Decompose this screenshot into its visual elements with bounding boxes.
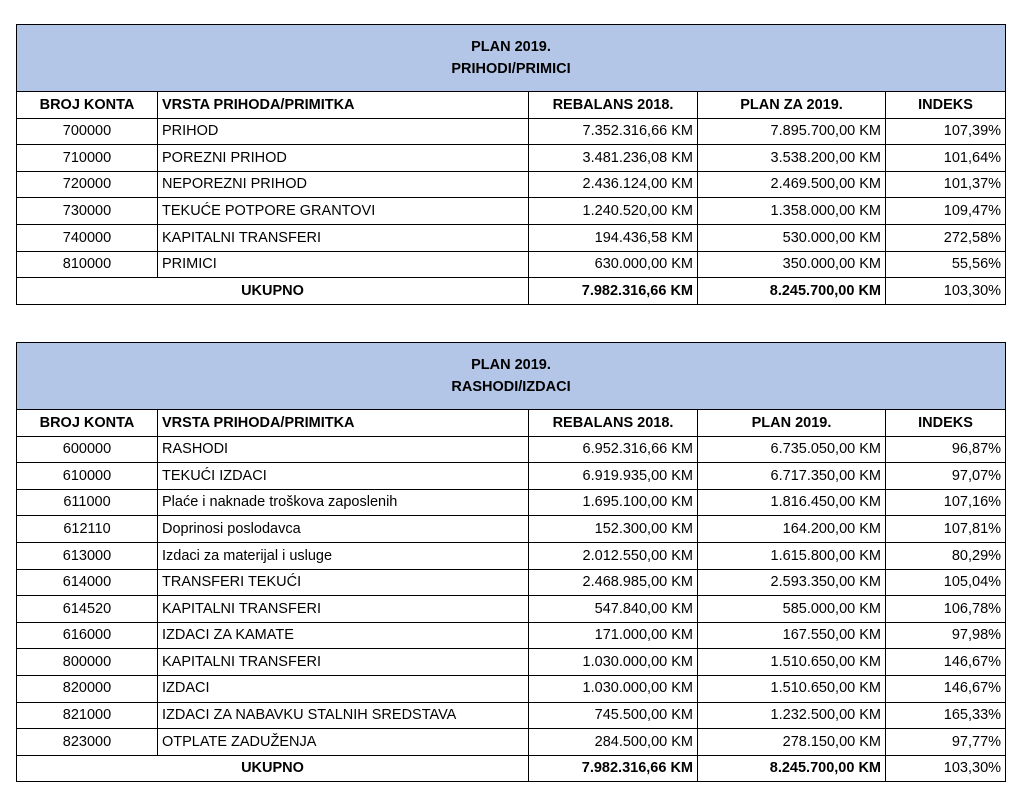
rebalans-value: 1.030.000,00 KM [529, 649, 698, 676]
rebalans-value: 1.030.000,00 KM [529, 675, 698, 702]
index-value: 80,29% [886, 542, 1006, 569]
table-row [17, 702, 1006, 729]
table-row [17, 516, 1006, 543]
table-row [17, 542, 1006, 569]
account-code: 730000 [17, 198, 158, 225]
account-name: Izdaci za materijal i usluge [158, 542, 529, 569]
account-name: Doprinosi poslodavca [158, 516, 529, 543]
table-title-row [17, 25, 1006, 92]
rebalans-value: 2.468.985,00 KM [529, 569, 698, 596]
table-row [17, 463, 1006, 490]
account-name: RASHODI [158, 436, 529, 463]
rebalans-value: 6.919.935,00 KM [529, 463, 698, 490]
account-name: IZDACI [158, 675, 529, 702]
rebalans-value: 7.352.316,66 KM [529, 118, 698, 145]
table-row [17, 596, 1006, 623]
column-header-rebalans: REBALANS 2018. [529, 410, 698, 437]
plan-value: 3.538.200,00 KM [698, 145, 886, 172]
account-name: TEKUĆI IZDACI [158, 463, 529, 490]
index-value: 146,67% [886, 649, 1006, 676]
column-header-index: INDEKS [886, 92, 1006, 119]
table-title [17, 343, 1006, 410]
plan-value: 1.816.450,00 KM [698, 489, 886, 516]
rebalans-value: 2.012.550,00 KM [529, 542, 698, 569]
plan-value: 6.717.350,00 KM [698, 463, 886, 490]
table-row [17, 649, 1006, 676]
revenue-table [16, 24, 1006, 305]
plan-value: 530.000,00 KM [698, 224, 886, 251]
table-title-line2: PRIHODI/PRIMICI [451, 61, 571, 77]
column-header-row [17, 92, 1006, 119]
table-row [17, 729, 1006, 756]
rebalans-value: 171.000,00 KM [529, 622, 698, 649]
table-row [17, 118, 1006, 145]
account-name: IZDACI ZA NABAVKU STALNIH SREDSTAVA [158, 702, 529, 729]
account-code: 616000 [17, 622, 158, 649]
total-index: 103,30% [886, 278, 1006, 305]
column-header-type: VRSTA PRIHODA/PRIMITKA [158, 410, 529, 437]
account-name: KAPITALNI TRANSFERI [158, 224, 529, 251]
index-value: 105,04% [886, 569, 1006, 596]
index-value: 101,37% [886, 171, 1006, 198]
table-row [17, 489, 1006, 516]
column-header-row [17, 410, 1006, 437]
plan-value: 1.615.800,00 KM [698, 542, 886, 569]
rebalans-value: 284.500,00 KM [529, 729, 698, 756]
account-code: 610000 [17, 463, 158, 490]
expenditure-table [16, 342, 1006, 782]
table-row [17, 145, 1006, 172]
table-row [17, 251, 1006, 278]
table-title-line1: PLAN 2019. [471, 39, 551, 55]
account-code: 810000 [17, 251, 158, 278]
expenditure-table-body [17, 436, 1006, 755]
index-value: 146,67% [886, 675, 1006, 702]
account-code: 614000 [17, 569, 158, 596]
account-code: 612110 [17, 516, 158, 543]
total-rebalans: 7.982.316,66 KM [529, 278, 698, 305]
account-name: TEKUĆE POTPORE GRANTOVI [158, 198, 529, 225]
index-value: 109,47% [886, 198, 1006, 225]
total-plan: 8.245.700,00 KM [698, 755, 886, 782]
index-value: 97,98% [886, 622, 1006, 649]
rebalans-value: 194.436,58 KM [529, 224, 698, 251]
account-code: 823000 [17, 729, 158, 756]
account-name: PRIHOD [158, 118, 529, 145]
rebalans-value: 630.000,00 KM [529, 251, 698, 278]
rebalans-value: 2.436.124,00 KM [529, 171, 698, 198]
account-code: 821000 [17, 702, 158, 729]
plan-value: 278.150,00 KM [698, 729, 886, 756]
account-code: 600000 [17, 436, 158, 463]
table-row [17, 675, 1006, 702]
account-code: 800000 [17, 649, 158, 676]
column-header-plan: PLAN ZA 2019. [698, 92, 886, 119]
account-code: 710000 [17, 145, 158, 172]
account-code: 740000 [17, 224, 158, 251]
account-code: 614520 [17, 596, 158, 623]
index-value: 97,07% [886, 463, 1006, 490]
table-row [17, 436, 1006, 463]
account-name: POREZNI PRIHOD [158, 145, 529, 172]
column-header-account: BROJ KONTA [17, 410, 158, 437]
column-header-rebalans: REBALANS 2018. [529, 92, 698, 119]
total-row [17, 278, 1006, 305]
plan-value: 1.510.650,00 KM [698, 675, 886, 702]
plan-value: 6.735.050,00 KM [698, 436, 886, 463]
plan-value: 164.200,00 KM [698, 516, 886, 543]
index-value: 55,56% [886, 251, 1006, 278]
plan-value: 1.232.500,00 KM [698, 702, 886, 729]
account-name: TRANSFERI TEKUĆI [158, 569, 529, 596]
table-row [17, 171, 1006, 198]
total-rebalans: 7.982.316,66 KM [529, 755, 698, 782]
index-value: 107,16% [886, 489, 1006, 516]
index-value: 97,77% [886, 729, 1006, 756]
table-row [17, 569, 1006, 596]
rebalans-value: 1.695.100,00 KM [529, 489, 698, 516]
plan-value: 1.510.650,00 KM [698, 649, 886, 676]
rebalans-value: 6.952.316,66 KM [529, 436, 698, 463]
table-row [17, 224, 1006, 251]
total-label: UKUPNO [17, 755, 529, 782]
total-index: 103,30% [886, 755, 1006, 782]
column-header-index: INDEKS [886, 410, 1006, 437]
index-value: 101,64% [886, 145, 1006, 172]
account-code: 720000 [17, 171, 158, 198]
total-plan: 8.245.700,00 KM [698, 278, 886, 305]
plan-value: 167.550,00 KM [698, 622, 886, 649]
index-value: 96,87% [886, 436, 1006, 463]
index-value: 107,39% [886, 118, 1006, 145]
column-header-account: BROJ KONTA [17, 92, 158, 119]
plan-value: 585.000,00 KM [698, 596, 886, 623]
column-header-type: VRSTA PRIHODA/PRIMITKA [158, 92, 529, 119]
index-value: 107,81% [886, 516, 1006, 543]
rebalans-value: 547.840,00 KM [529, 596, 698, 623]
account-name: KAPITALNI TRANSFERI [158, 649, 529, 676]
account-name: IZDACI ZA KAMATE [158, 622, 529, 649]
column-header-plan: PLAN 2019. [698, 410, 886, 437]
table-title-line2: RASHODI/IZDACI [451, 379, 571, 395]
account-code: 820000 [17, 675, 158, 702]
table-row [17, 622, 1006, 649]
rebalans-value: 152.300,00 KM [529, 516, 698, 543]
account-name: OTPLATE ZADUŽENJA [158, 729, 529, 756]
account-name: KAPITALNI TRANSFERI [158, 596, 529, 623]
plan-value: 1.358.000,00 KM [698, 198, 886, 225]
index-value: 165,33% [886, 702, 1006, 729]
account-code: 613000 [17, 542, 158, 569]
account-name: PRIMICI [158, 251, 529, 278]
rebalans-value: 3.481.236,08 KM [529, 145, 698, 172]
plan-value: 2.469.500,00 KM [698, 171, 886, 198]
table-title [17, 25, 1006, 92]
account-code: 611000 [17, 489, 158, 516]
revenue-table-body [17, 118, 1006, 278]
account-code: 700000 [17, 118, 158, 145]
total-row [17, 755, 1006, 782]
plan-value: 7.895.700,00 KM [698, 118, 886, 145]
table-title-row [17, 343, 1006, 410]
account-name: Plaće i naknade troškova zaposlenih [158, 489, 529, 516]
account-name: NEPOREZNI PRIHOD [158, 171, 529, 198]
rebalans-value: 745.500,00 KM [529, 702, 698, 729]
table-row [17, 198, 1006, 225]
total-label: UKUPNO [17, 278, 529, 305]
index-value: 272,58% [886, 224, 1006, 251]
index-value: 106,78% [886, 596, 1006, 623]
plan-value: 350.000,00 KM [698, 251, 886, 278]
plan-value: 2.593.350,00 KM [698, 569, 886, 596]
rebalans-value: 1.240.520,00 KM [529, 198, 698, 225]
table-title-line1: PLAN 2019. [471, 357, 551, 373]
